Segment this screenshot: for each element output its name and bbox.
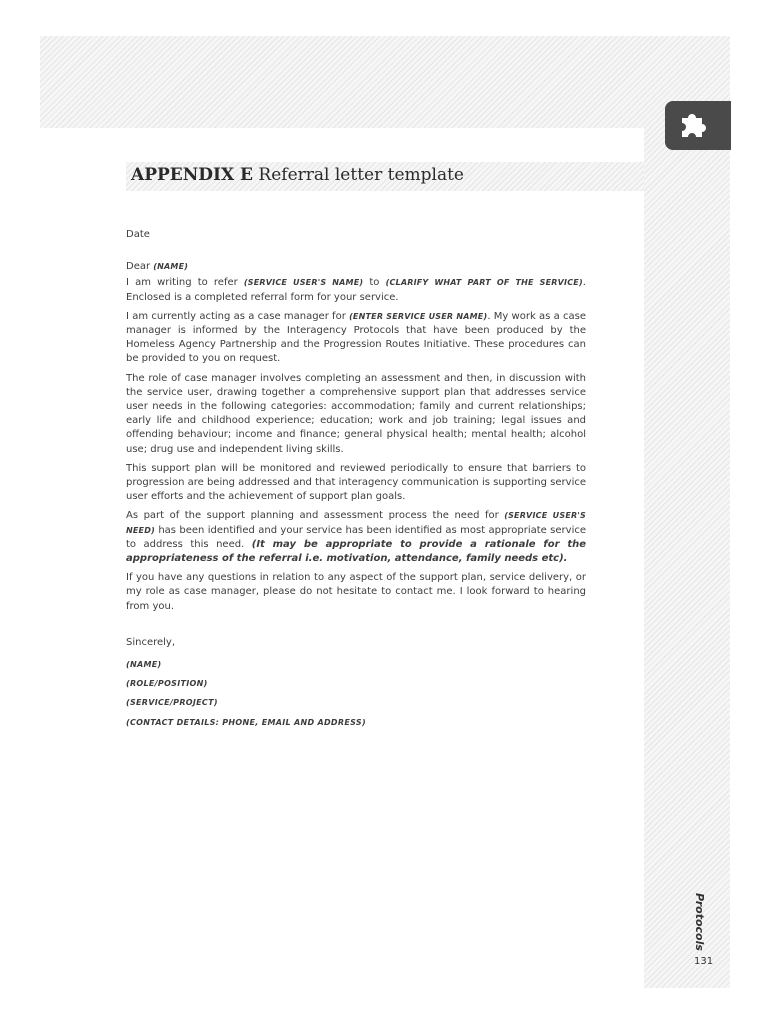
greeting-text: Dear <box>126 261 151 273</box>
letter-body <box>126 228 586 735</box>
section-tab <box>665 101 731 150</box>
puzzle-piece-icon <box>677 109 707 139</box>
signature-role: (ROLE/POSITION) <box>126 679 208 689</box>
page-title <box>131 165 464 185</box>
p1-text-1: I am writing to refer <box>126 277 238 289</box>
paragraph-case-manager <box>126 310 586 367</box>
signature-name: (NAME) <box>126 660 162 670</box>
signature-contact: (CONTACT DETAILS: PHONE, EMAIL AND ADDRESS) <box>126 717 366 727</box>
paragraph-support-plan: This support plan will be monitored and reviewed periodically to ensure that barriers to progression are being addressed and that interagency communication is supporting service user efforts and the achievement of support plan goals. <box>126 462 586 503</box>
side-band <box>644 128 730 988</box>
name-placeholder: (NAME) <box>153 262 189 272</box>
service-user-name-placeholder: (SERVICE USER'S NAME) <box>243 278 364 288</box>
signature-service: (SERVICE/PROJECT) <box>126 698 218 708</box>
paragraph-questions: If you have any questions in relation to any aspect of the support plan, service delivery, or my role as case manager, please do not hesitate to contact me. I look forward to hearing from you. <box>126 572 586 612</box>
appendix-label: APPENDIX E <box>131 165 254 185</box>
page-number: 131 <box>694 956 714 967</box>
p5-text-1: As part of the support planning and assessment process the need for <box>126 510 499 522</box>
service-user-need-placeholder: (SERVICE USER'S NEED) <box>126 511 586 535</box>
closing: Sincerely, <box>126 636 176 648</box>
p2-text-2: . My work as a case manager is informed by the Interagency Protocols that have been produced by the Homeless Agency Partnership and the Progression Routes Initiative. These procedures can be provided to you on request. <box>126 310 586 365</box>
date-line: Date <box>126 229 150 240</box>
header-band <box>40 36 730 128</box>
enter-service-user-name-placeholder: (ENTER SERVICE USER NAME) <box>349 311 488 321</box>
p1-text-2: to <box>369 277 380 289</box>
paragraph-role: The role of case manager involves completing an assessment and then, in discussion with the service user, drawing together a comprehensive support plan that addresses service user needs in the following categories: accommodation; family and current relationships; early life and childhood experience; education; work and job training; legal issues and offending behaviour; income and finance; general physical health; mental health; alcohol use; drug use and independent living skills. <box>126 372 586 455</box>
paragraph-need <box>126 509 586 566</box>
greeting <box>126 260 586 274</box>
section-label: Protocols <box>693 893 706 951</box>
rationale-note: (It may be appropriate to provide a rationale for the appropriateness of the referral i.e. motivation, attendance, family needs etc). <box>126 538 586 565</box>
service-part-placeholder: (CLARIFY WHAT PART OF THE SERVICE) <box>385 278 583 288</box>
p5-text-2: has been identified and your service has been identified as most appropriate service to address this need. <box>126 524 586 550</box>
title-text: Referral letter template <box>258 165 464 185</box>
p1-text-3: . Enclosed is a completed referral form for your service. <box>126 277 586 303</box>
paragraph-referral <box>126 276 586 304</box>
p2-text-1: I am currently acting as a case manager for <box>126 310 346 322</box>
